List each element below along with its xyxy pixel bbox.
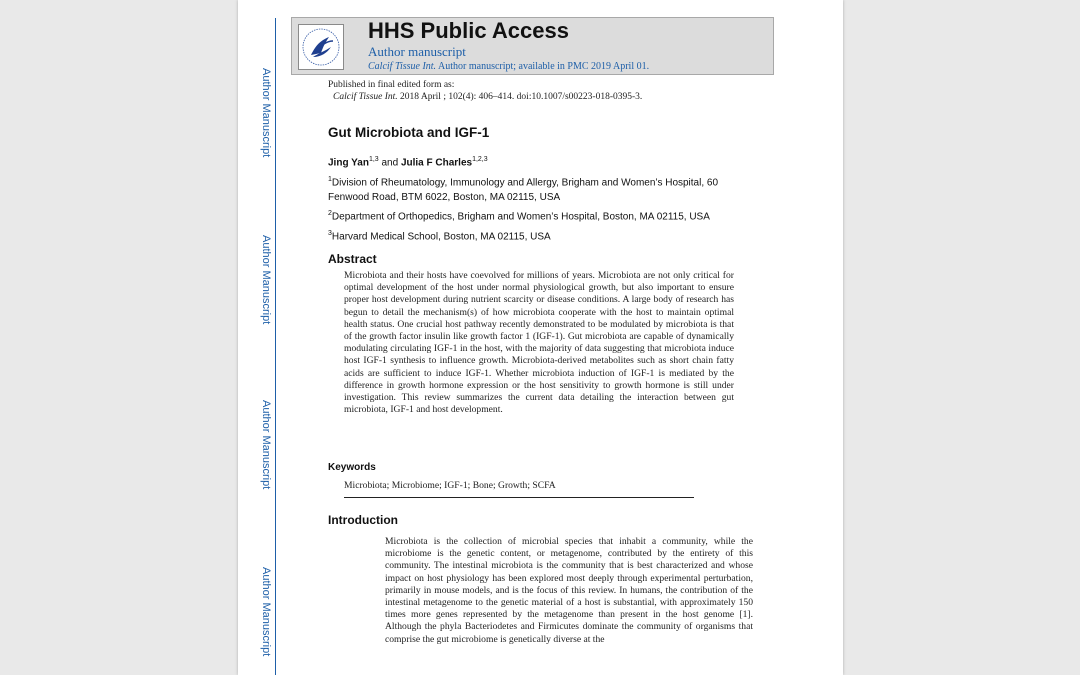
- side-label-author-manuscript: Author Manuscript: [260, 400, 272, 490]
- citation-details: 2018 April ; 102(4): 406–414. doi:10.1007/s00223-018-0395-3.: [400, 92, 643, 102]
- published-note: Published in final edited form as:: [328, 80, 455, 90]
- hhs-public-access-title: HHS Public Access: [368, 18, 569, 43]
- keywords-divider: [344, 497, 694, 498]
- affiliation-text: Harvard Medical School, Boston, MA 02115, USA: [331, 231, 551, 243]
- author-affiliation-sup: 1,3: [368, 156, 379, 163]
- author-manuscript-label: Author manuscript: [368, 44, 466, 59]
- affiliation-number: 3: [328, 230, 332, 237]
- hhs-header: [291, 17, 774, 75]
- article-title: Gut Microbiota and IGF-1: [328, 125, 490, 140]
- affiliation-number: 2: [328, 210, 332, 217]
- affiliation-text: Division of Rheumatology, Immunology and Allergy, Brigham and Women’s Hospital, 60 Fenwood Road, BTM 6022, Boston, MA 02115, USA: [328, 177, 719, 204]
- side-rule: [275, 18, 276, 675]
- author-name: Julia F Charles: [400, 157, 473, 169]
- author-conjunction: and: [381, 157, 399, 169]
- manuscript-page: [238, 0, 843, 675]
- abstract-text: Microbiota and their hosts have coevolved for millions of years. Microbiota are not only critical for optimal development of the host under normal physiological growth, but also important to ensure proper host development during nutrient scarcity or disease conditions. A large body of research has begun to detail the mechanism(s) of how microbiota cooperate with the host to maintain optimal health status. One crucial host pathway recently demonstrated to be modulated by microbiota is that of the growth factor insulin like growth factor 1 (IGF-1). Gut microbiota are capable of dynamically modulating circulating IGF-1 in the host, with the majority of data suggesting that microbiota induce host IGF-1 synthesis to influence growth. Microbiota-derived metabolites such as short chain fatty acids are sufficient to induce IGF-1. Whether microbiota induction of IGF-1 is mediated by the difference in growth hormone expression or the host sensitivity to growth hormone is still under investigation. This review summarizes the current data detailing the interaction between gut microbiota, IGF-1 and host development.: [344, 270, 734, 416]
- introduction-text: Microbiota is the collection of microbial species that inhabit a community, while the microbiome is the genetic content, or metagenome, contributed by the entirety of this community. The intestinal microbiota is the community that is best characterized and whose impact on host physiology has been explored most deeply through experimental perturbation, primarily in mouse models, and is the focus of this review. In humans, the contribution of the intestinal metagenome to the genetic material of a host is substantial, with approximately 150 times more genes represented by the metagenome than present in the host genome [1]. Although the phyla Bacteriodetes and Firmicutes dominate the community of organisms that comprise the gut microbiome is genetically diverse at the: [385, 536, 753, 645]
- availability-line: [368, 61, 649, 72]
- affiliation-number: 1: [328, 176, 332, 183]
- affiliation: [328, 226, 728, 244]
- side-label-author-manuscript: Author Manuscript: [260, 235, 272, 325]
- author-affiliation-sup: 1,2,3: [472, 156, 488, 163]
- side-label-author-manuscript: Author Manuscript: [260, 567, 272, 657]
- author-name: Jing Yan: [328, 157, 369, 169]
- journal-name: Calcif Tissue Int.: [368, 61, 437, 72]
- authors-line: [328, 156, 488, 168]
- citation: [328, 91, 642, 103]
- keywords-text: Microbiota; Microbiome; IGF-1; Bone; Growth; SCFA: [344, 480, 556, 491]
- availability-text: Author manuscript; available in PMC 2019 April 01.: [438, 61, 650, 72]
- side-label-author-manuscript: Author Manuscript: [260, 68, 272, 158]
- affiliation: [328, 206, 728, 224]
- keywords-heading: Keywords: [328, 462, 376, 473]
- affiliation: [328, 172, 728, 205]
- abstract-heading: Abstract: [328, 252, 377, 266]
- publication-note: [328, 79, 642, 103]
- affiliation-text: Department of Orthopedics, Brigham and Women’s Hospital, Boston, MA 02115, USA: [331, 211, 710, 223]
- citation-journal: Calcif Tissue Int.: [333, 92, 398, 102]
- hhs-eagle-logo-icon: [298, 24, 344, 70]
- introduction-heading: Introduction: [328, 513, 398, 527]
